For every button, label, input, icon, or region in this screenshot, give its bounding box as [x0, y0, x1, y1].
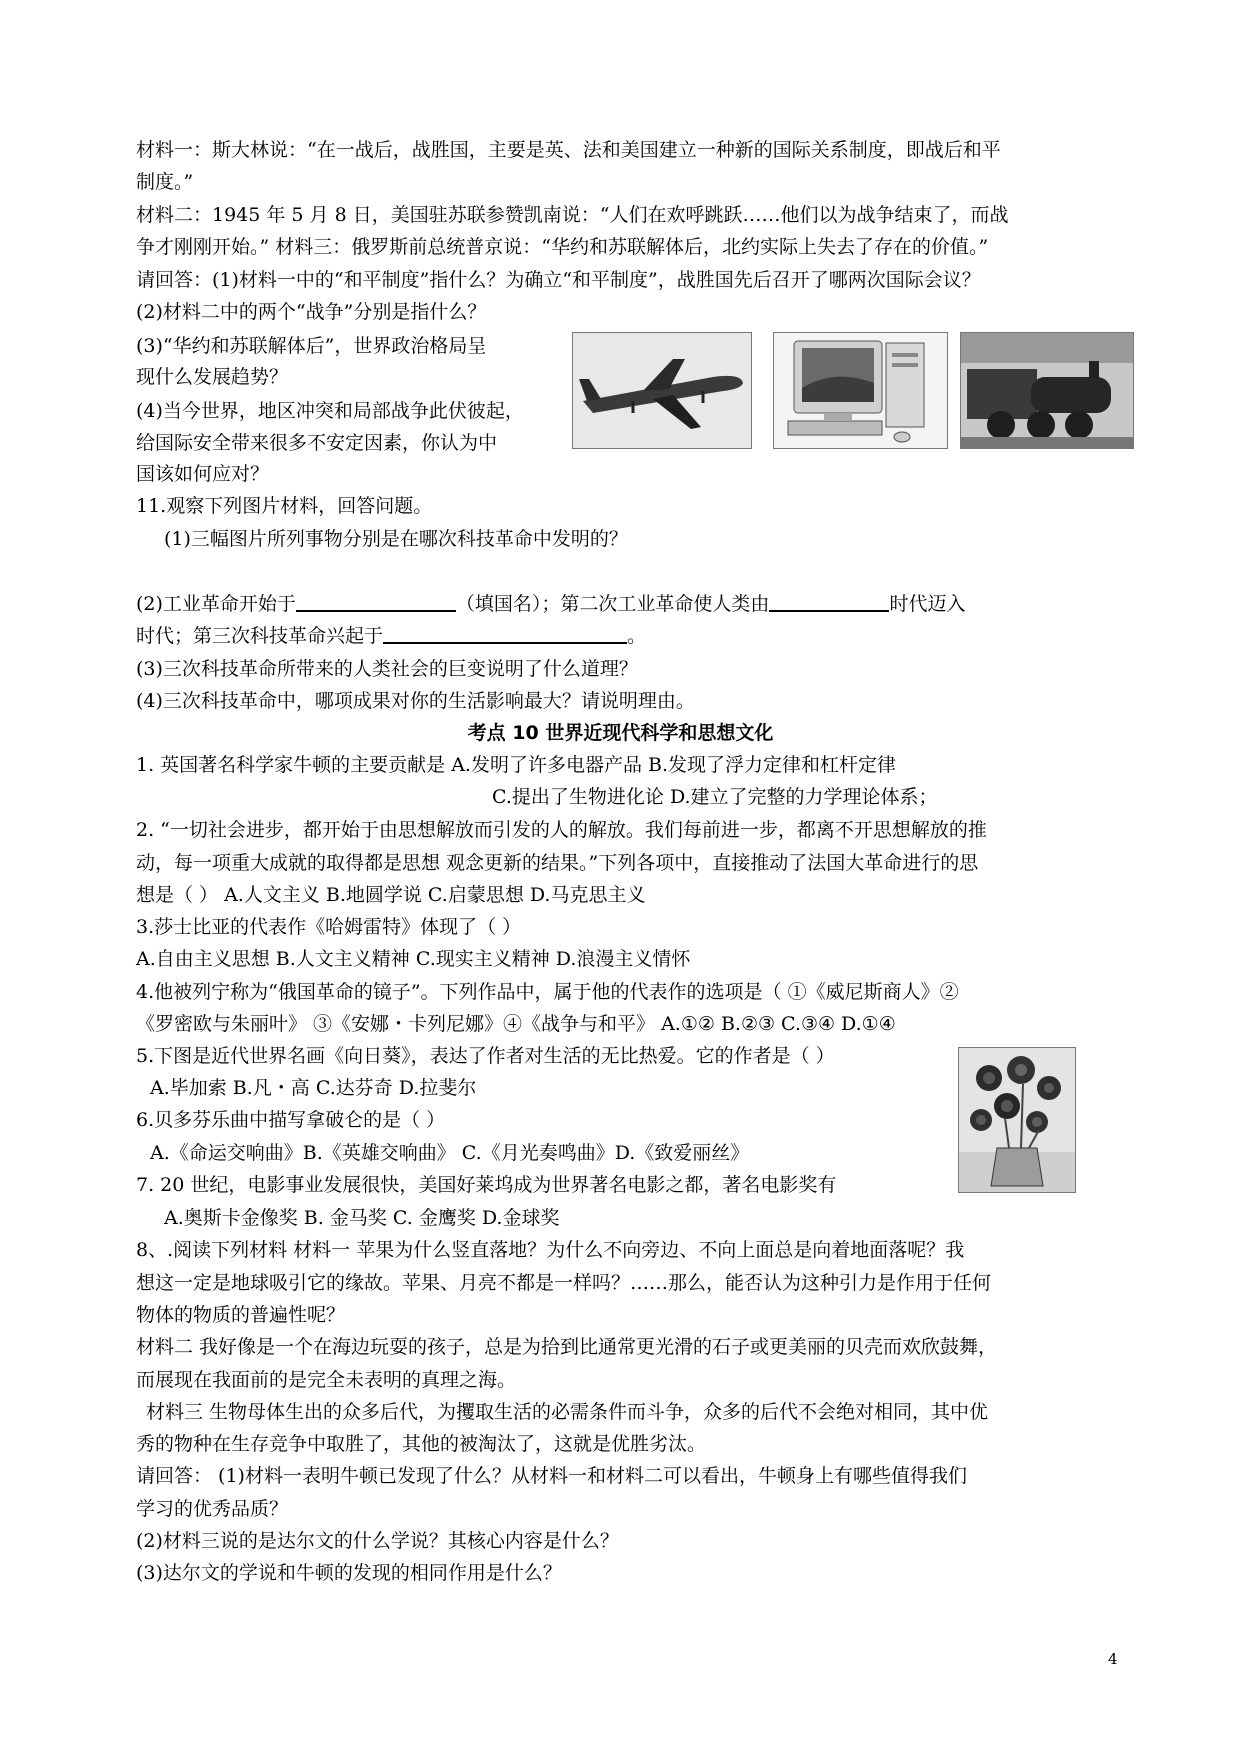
page-number: 4: [1108, 1650, 1118, 1668]
material-two-line: 材料二：1945 年 5 月 8 日，美国驻苏联参赞凯南说：“人们在欢呼跳跃……他们以为战争结束了，而战: [136, 204, 1009, 226]
question-line: (3)“华约和苏联解体后”，世界政治格局呈: [136, 335, 487, 357]
fill-text: 时代；第三次科技革命兴起于: [136, 625, 384, 647]
question-line: 国该如何应对？: [136, 463, 270, 485]
era-blank[interactable]: [769, 592, 889, 612]
question-11-heading: 11.观察下列图片材料，回答问题。: [136, 495, 433, 517]
question-line: (4)三次科技革命中，哪项成果对你的生活影响最大？请说明理由。: [136, 690, 695, 712]
mcq-line: A.自由主义思想 B.人文主义精神 C.现实主义精神 D.浪漫主义情怀: [136, 948, 691, 970]
fill-text: 时代迈入: [889, 593, 966, 615]
question-line: 现什么发展趋势？: [136, 366, 289, 388]
mcq-line: A.毕加索 B.凡・高 C.达芬奇 D.拉斐尔: [150, 1077, 477, 1099]
section-title: 考点 10 世界近现代科学和思想文化: [467, 722, 774, 744]
reading-line: 请回答： (1)材料一表明牛顿已发现了什么？从材料一和材料二可以看出，牛顿身上有哪些值得我们: [136, 1465, 967, 1487]
reading-line: 想这一定是地球吸引它的缘故。苹果、月亮不都是一样吗？……那么，能否认为这种引力是作用于任何: [136, 1272, 992, 1294]
fill-text: （填国名）；第二次工业革命使人类由: [455, 593, 770, 615]
question-line: (3)三次科技革命所带来的人类社会的巨变说明了什么道理？: [136, 658, 638, 680]
mcq-line: 2. “一切社会进步，都开始于由思想解放而引发的人的解放。我们每前进一步，都离不开思想解放的推: [136, 819, 987, 841]
reading-line: 8、.阅读下列材料 材料一 苹果为什么竖直落地？为什么不向旁边、不向上面总是向着地面落呢？我: [136, 1239, 965, 1261]
mcq-line: 3.莎士比亚的代表作《哈姆雷特》体现了（ ）: [136, 916, 522, 938]
locomotive-photo: [960, 332, 1134, 449]
question-line: (4)当今世界，地区冲突和局部战争此伏彼起，: [136, 400, 524, 422]
material-one-line: 制度。”: [136, 171, 194, 193]
fill-text: (2)工业革命开始于: [136, 593, 296, 615]
reading-line: 学习的优秀品质？: [136, 1498, 289, 1520]
mcq-line: 想是（ ） A.人文主义 B.地圆学说 C.启蒙思想 D.马克思主义: [136, 884, 646, 906]
origin-blank[interactable]: [383, 624, 627, 644]
mcq-line: A.《命运交响曲》B.《英雄交响曲》 C.《月光奏鸣曲》D.《致爱丽丝》: [150, 1142, 750, 1164]
reading-line: (3)达尔文的学说和牛顿的发现的相同作用是什么？: [136, 1562, 562, 1584]
question-line: (2)材料二中的两个“战争”分别是指什么？: [136, 301, 487, 323]
reading-line: 材料二 我好像是一个在海边玩耍的孩子，总是为拾到比通常更光滑的石子或更美丽的贝壳而欢欣鼓舞，: [136, 1336, 998, 1358]
fill-in-line: [136, 623, 1126, 649]
mcq-line: C.提出了生物进化论 D.建立了完整的力学理论体系；: [492, 786, 938, 808]
computer-photo: [773, 332, 948, 449]
reading-line: (2)材料三说的是达尔文的什么学说？其核心内容是什么？: [136, 1530, 619, 1552]
mcq-line: 《罗密欧与朱丽叶》 ③《安娜・卡列尼娜》④《战争与和平》 A.①② B.②③ C.③④ D.①④: [136, 1013, 896, 1035]
mcq-line: 4.他被列宁称为“俄国革命的镜子”。下列作品中，属于他的代表作的选项是（ ①《威尼斯商人》②: [136, 981, 959, 1003]
mcq-line: 6.贝多芬乐曲中描写拿破仑的是（ ）: [136, 1109, 446, 1131]
country-blank[interactable]: [296, 592, 456, 612]
question-line: 请回答：(1)材料一中的“和平制度”指什么？为确立“和平制度”，战胜国先后召开了哪两次国际会议？: [136, 269, 981, 291]
reading-line: 秀的物种在生存竞争中取胜了，其他的被淘汰了，这就是优胜劣汰。: [136, 1433, 707, 1455]
mcq-line: 1. 英国著名科学家牛顿的主要贡献是 A.发明了许多电器产品 B.发现了浮力定律和杠杆定律: [136, 754, 897, 776]
material-one-line: 材料一：斯大林说：“在一战后，战胜国，主要是英、法和美国建立一种新的国际关系制度，即战后和平: [136, 139, 1001, 161]
mcq-line: 5.下图是近代世界名画《向日葵》，表达了作者对生活的无比热爱。它的作者是（ ）: [136, 1045, 835, 1067]
airplane-photo: [572, 332, 752, 449]
fill-in-line: [136, 591, 1126, 617]
reading-line: 而展现在我面前的是完全未表明的真理之海。: [136, 1369, 517, 1391]
question-line: 给国际安全带来很多不安定因素，你认为中: [136, 432, 498, 454]
material-two-three-line: 争才刚刚开始。” 材料三：俄罗斯前总统普京说：“华约和苏联解体后，北约实际上失去了存在的价值。”: [136, 236, 989, 258]
fill-text: 。: [627, 625, 647, 647]
reading-line: 材料三 生物母体生出的众多后代，为攫取生活的必需条件而斗争，众多的后代不会绝对相同，其中优: [146, 1401, 989, 1423]
mcq-line: 7. 20 世纪，电影事业发展很快，美国好莱坞成为世界著名电影之都，著名电影奖有: [136, 1174, 837, 1196]
mcq-line: A.奥斯卡金像奖 B. 金马奖 C. 金鹰奖 D.金球奖: [164, 1207, 560, 1229]
reading-line: 物体的物质的普遍性呢？: [136, 1304, 346, 1326]
mcq-line: 动，每一项重大成就的取得都是思想 观念更新的结果。”下列各项中，直接推动了法国大革命进行的思: [136, 852, 979, 874]
question-line: (1)三幅图片所列事物分别是在哪次科技革命中发明的？: [164, 528, 628, 550]
